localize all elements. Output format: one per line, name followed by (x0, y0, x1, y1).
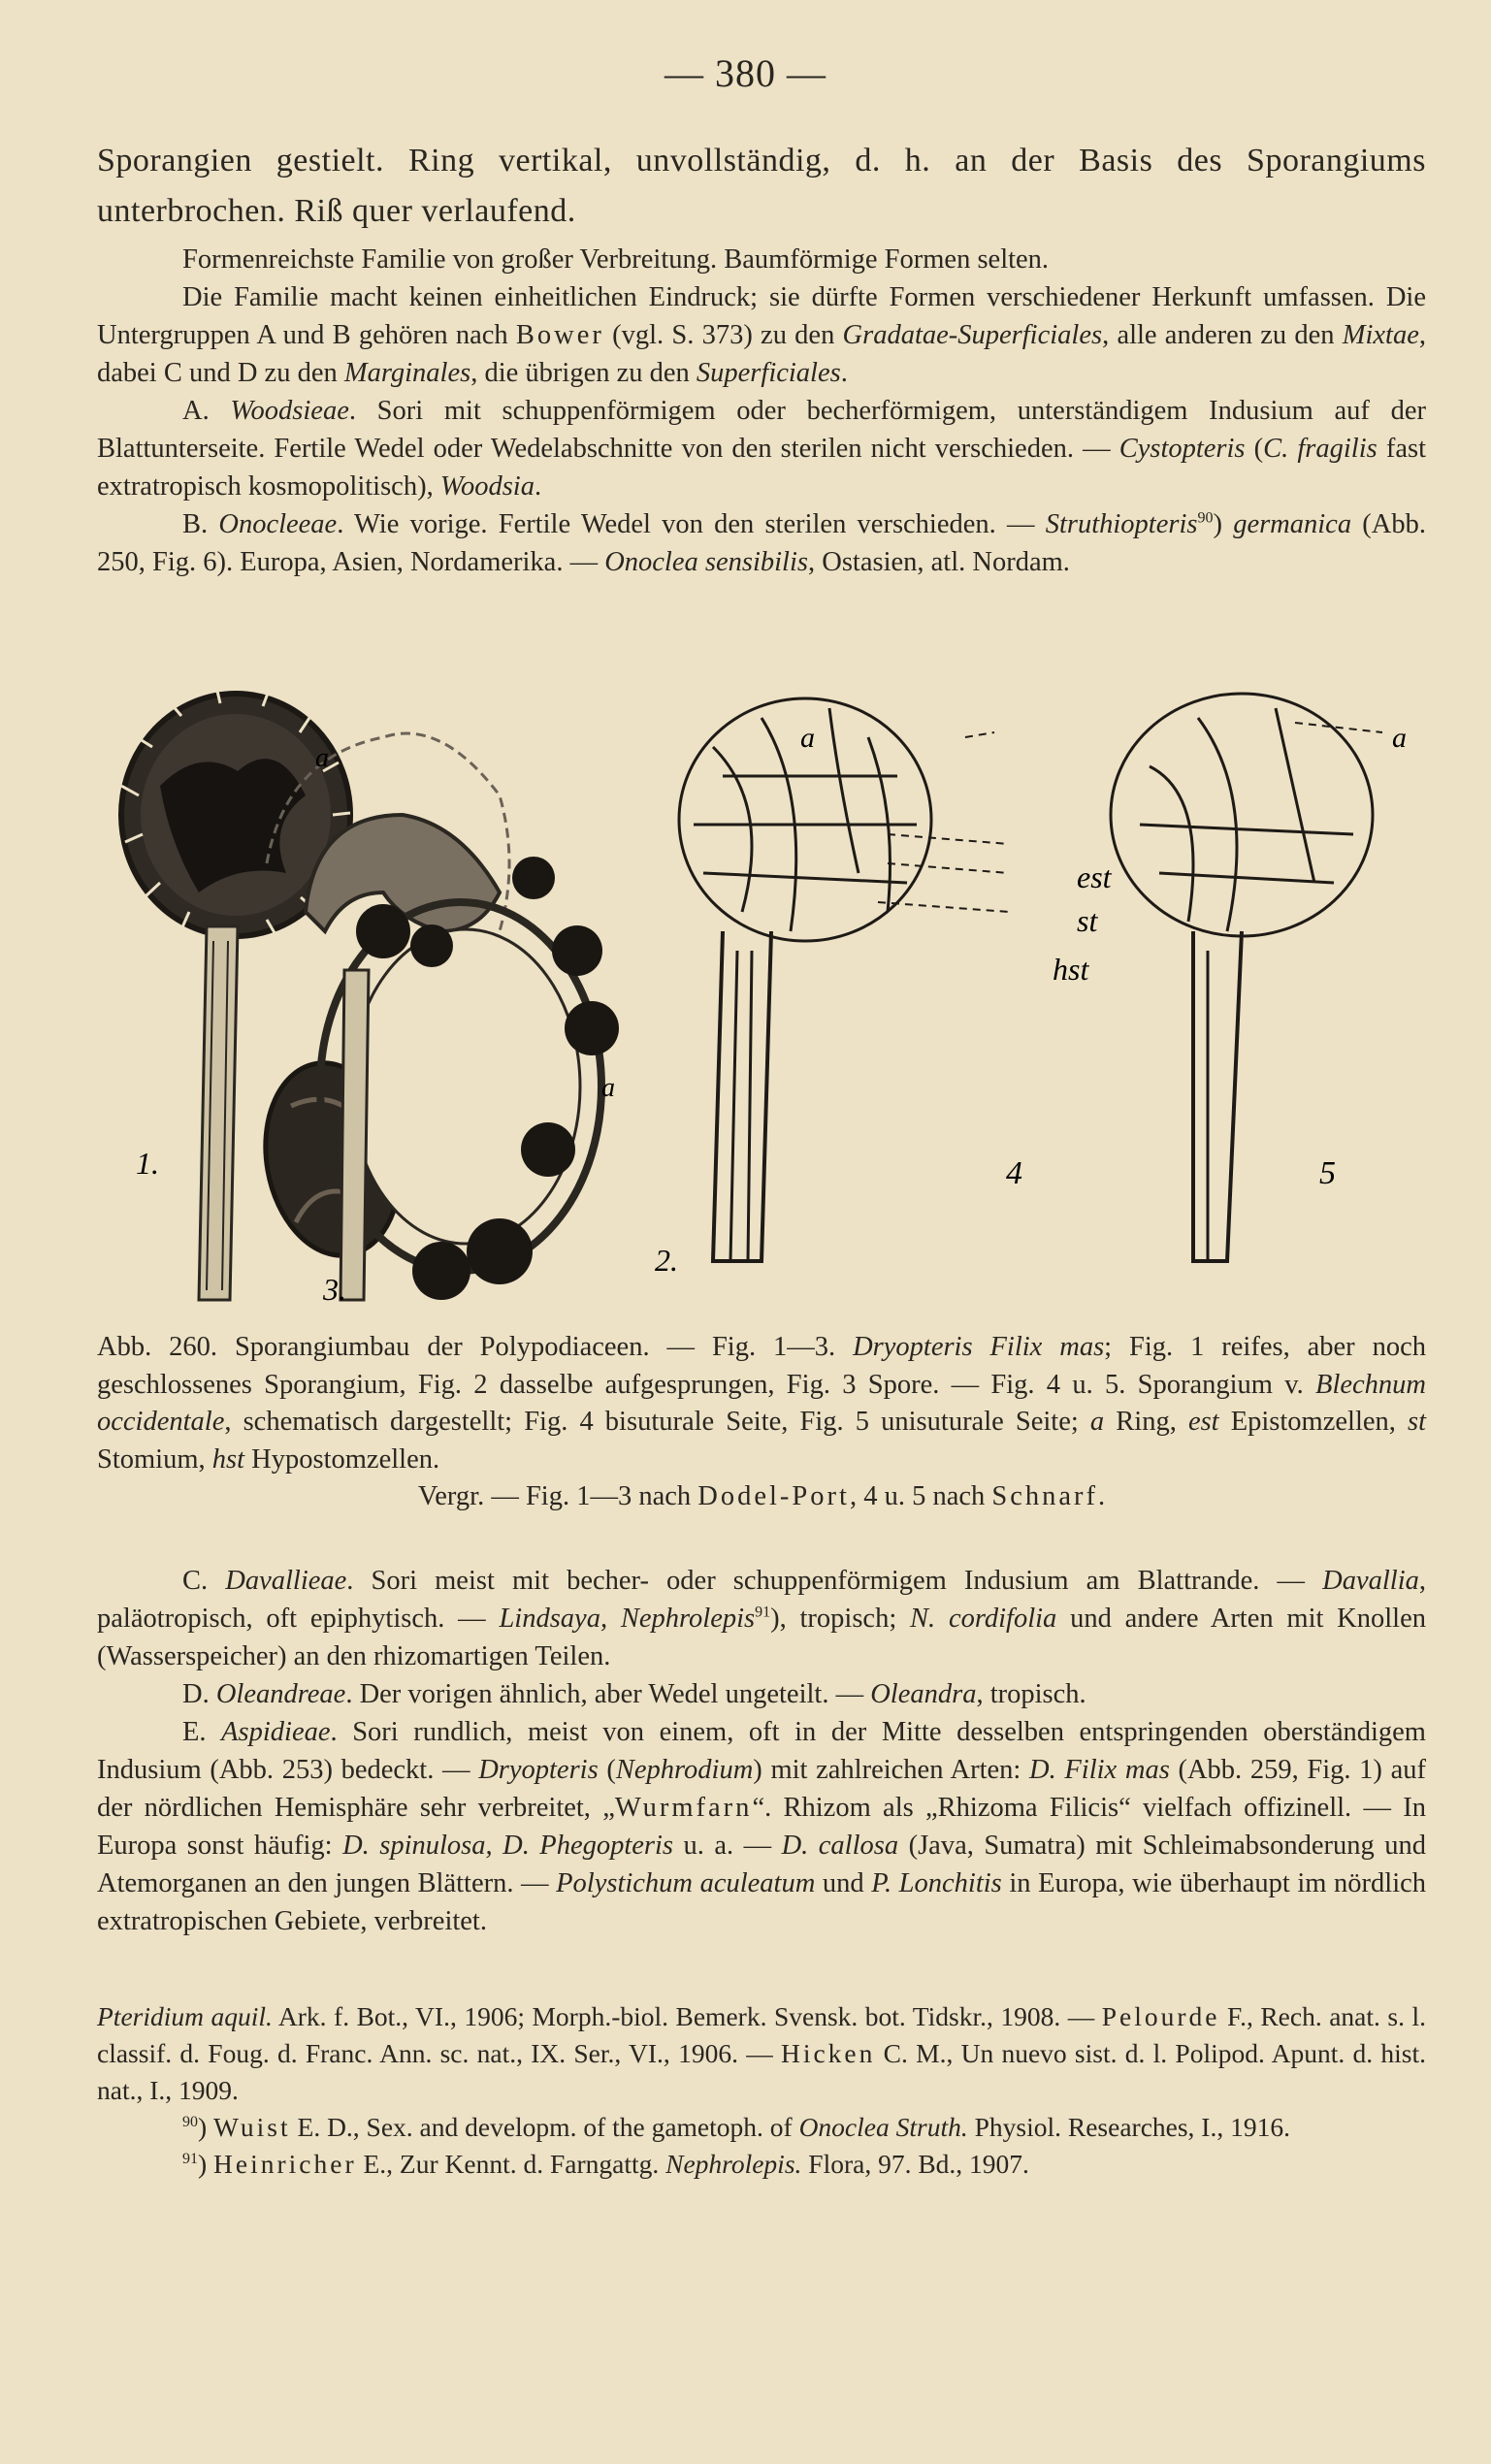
label-fig2: 2. (655, 1243, 678, 1278)
page-number: — 380 — (664, 51, 827, 95)
paragraph-aspidieae: E. Aspidieae. Sori rundlich, meist von einem, oft in der Mitte desselben entspringenden oberständigem Indusium (Abb. 253) bedeckt. — Dryopteris (Nephrodium) mit zahlreichen Arten: D. Filix mas (Abb. 259, Fig. 1) auf der nördlichen Hemisphäre sehr verbreitet, „Wurmfarn“. Rhizom als „Rhizoma Filicis“ vielfach offizinell. — In Europa sonst häufig: D. spinulosa, D. Phegopteris u. a. — D. callosa (Java, Sumatra) mit Schleimabsonderung und Atemorganen an den jungen Blättern. — Polystichum aculeatum und P. Lonchitis in Europa, wie überhaupt im nördlich extratropischen Gebiete, verbreitet. (97, 1717, 1427, 1936)
label-a-fig4: a (800, 722, 815, 754)
label-a-fig2: a (601, 1073, 615, 1103)
footnote-90: $^{90}$) Wuist E. D., Sex. and developm. of the gametoph. of Onoclea Struth. Physiol. Researches, I., 1916. (182, 2112, 1290, 2142)
paragraph-oleandreae: D. Oleandreae. Der vorigen ähnlich, aber Wedel ungeteilt. — Oleandra, tropisch. (182, 1679, 1086, 1709)
label-fig5: 5 (1319, 1155, 1336, 1191)
paragraph-family: Formenreichste Familie von großer Verbreitung. Baumförmige Formen selten. (182, 244, 1050, 275)
paragraph-davallieae: C. Davallieae. Sori meist mit becher- oder schuppenförmigem Indusium am Blattrande. — Davallia, paläotropisch, oft epiphytisch. — Lindsaya, Nephrolepis$^{91}$), tropisch; N. cordifolia und andere Arten mit Knollen (Wasserspeicher) an den rhizomartigen Teilen. (97, 1566, 1427, 1671)
paragraph-onocleeae: B. Onocleeae. Wie vorige. Fertile Wedel von den sterilen verschieden. — Struthiopteris$^{90}$) germanica (Abb. 250, Fig. 6). Europa, Asien, Nordamerika. — Onoclea sensibilis, Ostasien, atl. Nordam. (97, 509, 1426, 577)
figure-sporangium (92, 679, 1431, 1319)
label-a-fig5: a (1392, 722, 1407, 754)
paragraph-groups: Die Familie macht keinen einheitlichen Eindruck; sie dürfte Formen verschiedener Herkunft umfassen. Die Untergruppen A und B gehören nach Bower (vgl. S. 373) zu den Gradatae-Superficiales, alle anderen zu den Mixtae, dabei C und D zu den Marginales, die übrigen zu den Superficiales. (97, 282, 1426, 388)
footnote-references: Pteridium aquil. Ark. f. Bot., VI., 1906; Morph.-biol. Bemerk. Svensk. bot. Tidskr., 1908. — Pelourde F., Rech. anat. s. l. classif. d. Foug. d. Franc. Ann. sc. nat., IX. Ser., VI., 1906. — Hicken C. M., Un nuevo sist. d. l. Polipod. Apunt. d. hist. nat., I., 1909. (97, 2001, 1426, 2105)
label-st: st (1077, 903, 1098, 938)
lead-paragraph: Sporangien gestielt. Ring vertikal, unvollständig, d. h. an der Basis des Sporangiums unterbrochen. Riß quer verlaufend. (97, 143, 1426, 229)
label-a-fig1: a (315, 743, 329, 773)
intro-text (97, 136, 1426, 581)
caption-text: Abb. 260. Sporangiumbau der Polypodiaceen. — Fig. 1—3. Dryopteris Filix mas; Fig. 1 reifes, aber noch geschlossenes Sporangium, Fig. 2 dasselbe aufgesprungen, Fig. 3 Spore. — Fig. 4 u. 5. Sporangium v. Blechnum occidentale, schematisch dargestellt; Fig. 4 bisuturale Seite, Fig. 5 unisuturale Seite; a Ring, est Epistomzellen, st Stomium, hst Hypostomzellen. (97, 1332, 1427, 1475)
fig4-sporangium-schematic (679, 698, 931, 1261)
caption-credits: Vergr. — Fig. 1—3 nach Dodel-Port, 4 u. 5 nach Schnarf. (417, 1481, 1106, 1511)
label-fig3: 3. (323, 1272, 346, 1307)
footnotes (97, 1998, 1426, 2183)
body-text (97, 1562, 1426, 1940)
sporangium-illustration (92, 679, 1431, 1319)
label-fig4: 4 (1006, 1155, 1022, 1191)
paragraph-woodsieae: A. Woodsieae. Sori mit schuppenförmigem oder becherförmigem, unterständigem Indusium auf der Blattunterseite. Fertile Wedel oder Wedelabschnitte von den sterilen nicht verschieden. — Cystopteris (C. fragilis fast extratropisch kosmopolitisch), Woodsia. (97, 396, 1426, 502)
label-est: est (1077, 859, 1112, 894)
label-fig1: 1. (136, 1146, 159, 1181)
footnote-91: $^{91}$) Heinricher E., Zur Kennt. d. Farngattg. Nephrolepis. Flora, 97. Bd., 1907. (182, 2149, 1029, 2179)
label-hst: hst (1053, 952, 1089, 987)
figure-caption (97, 1329, 1426, 1516)
